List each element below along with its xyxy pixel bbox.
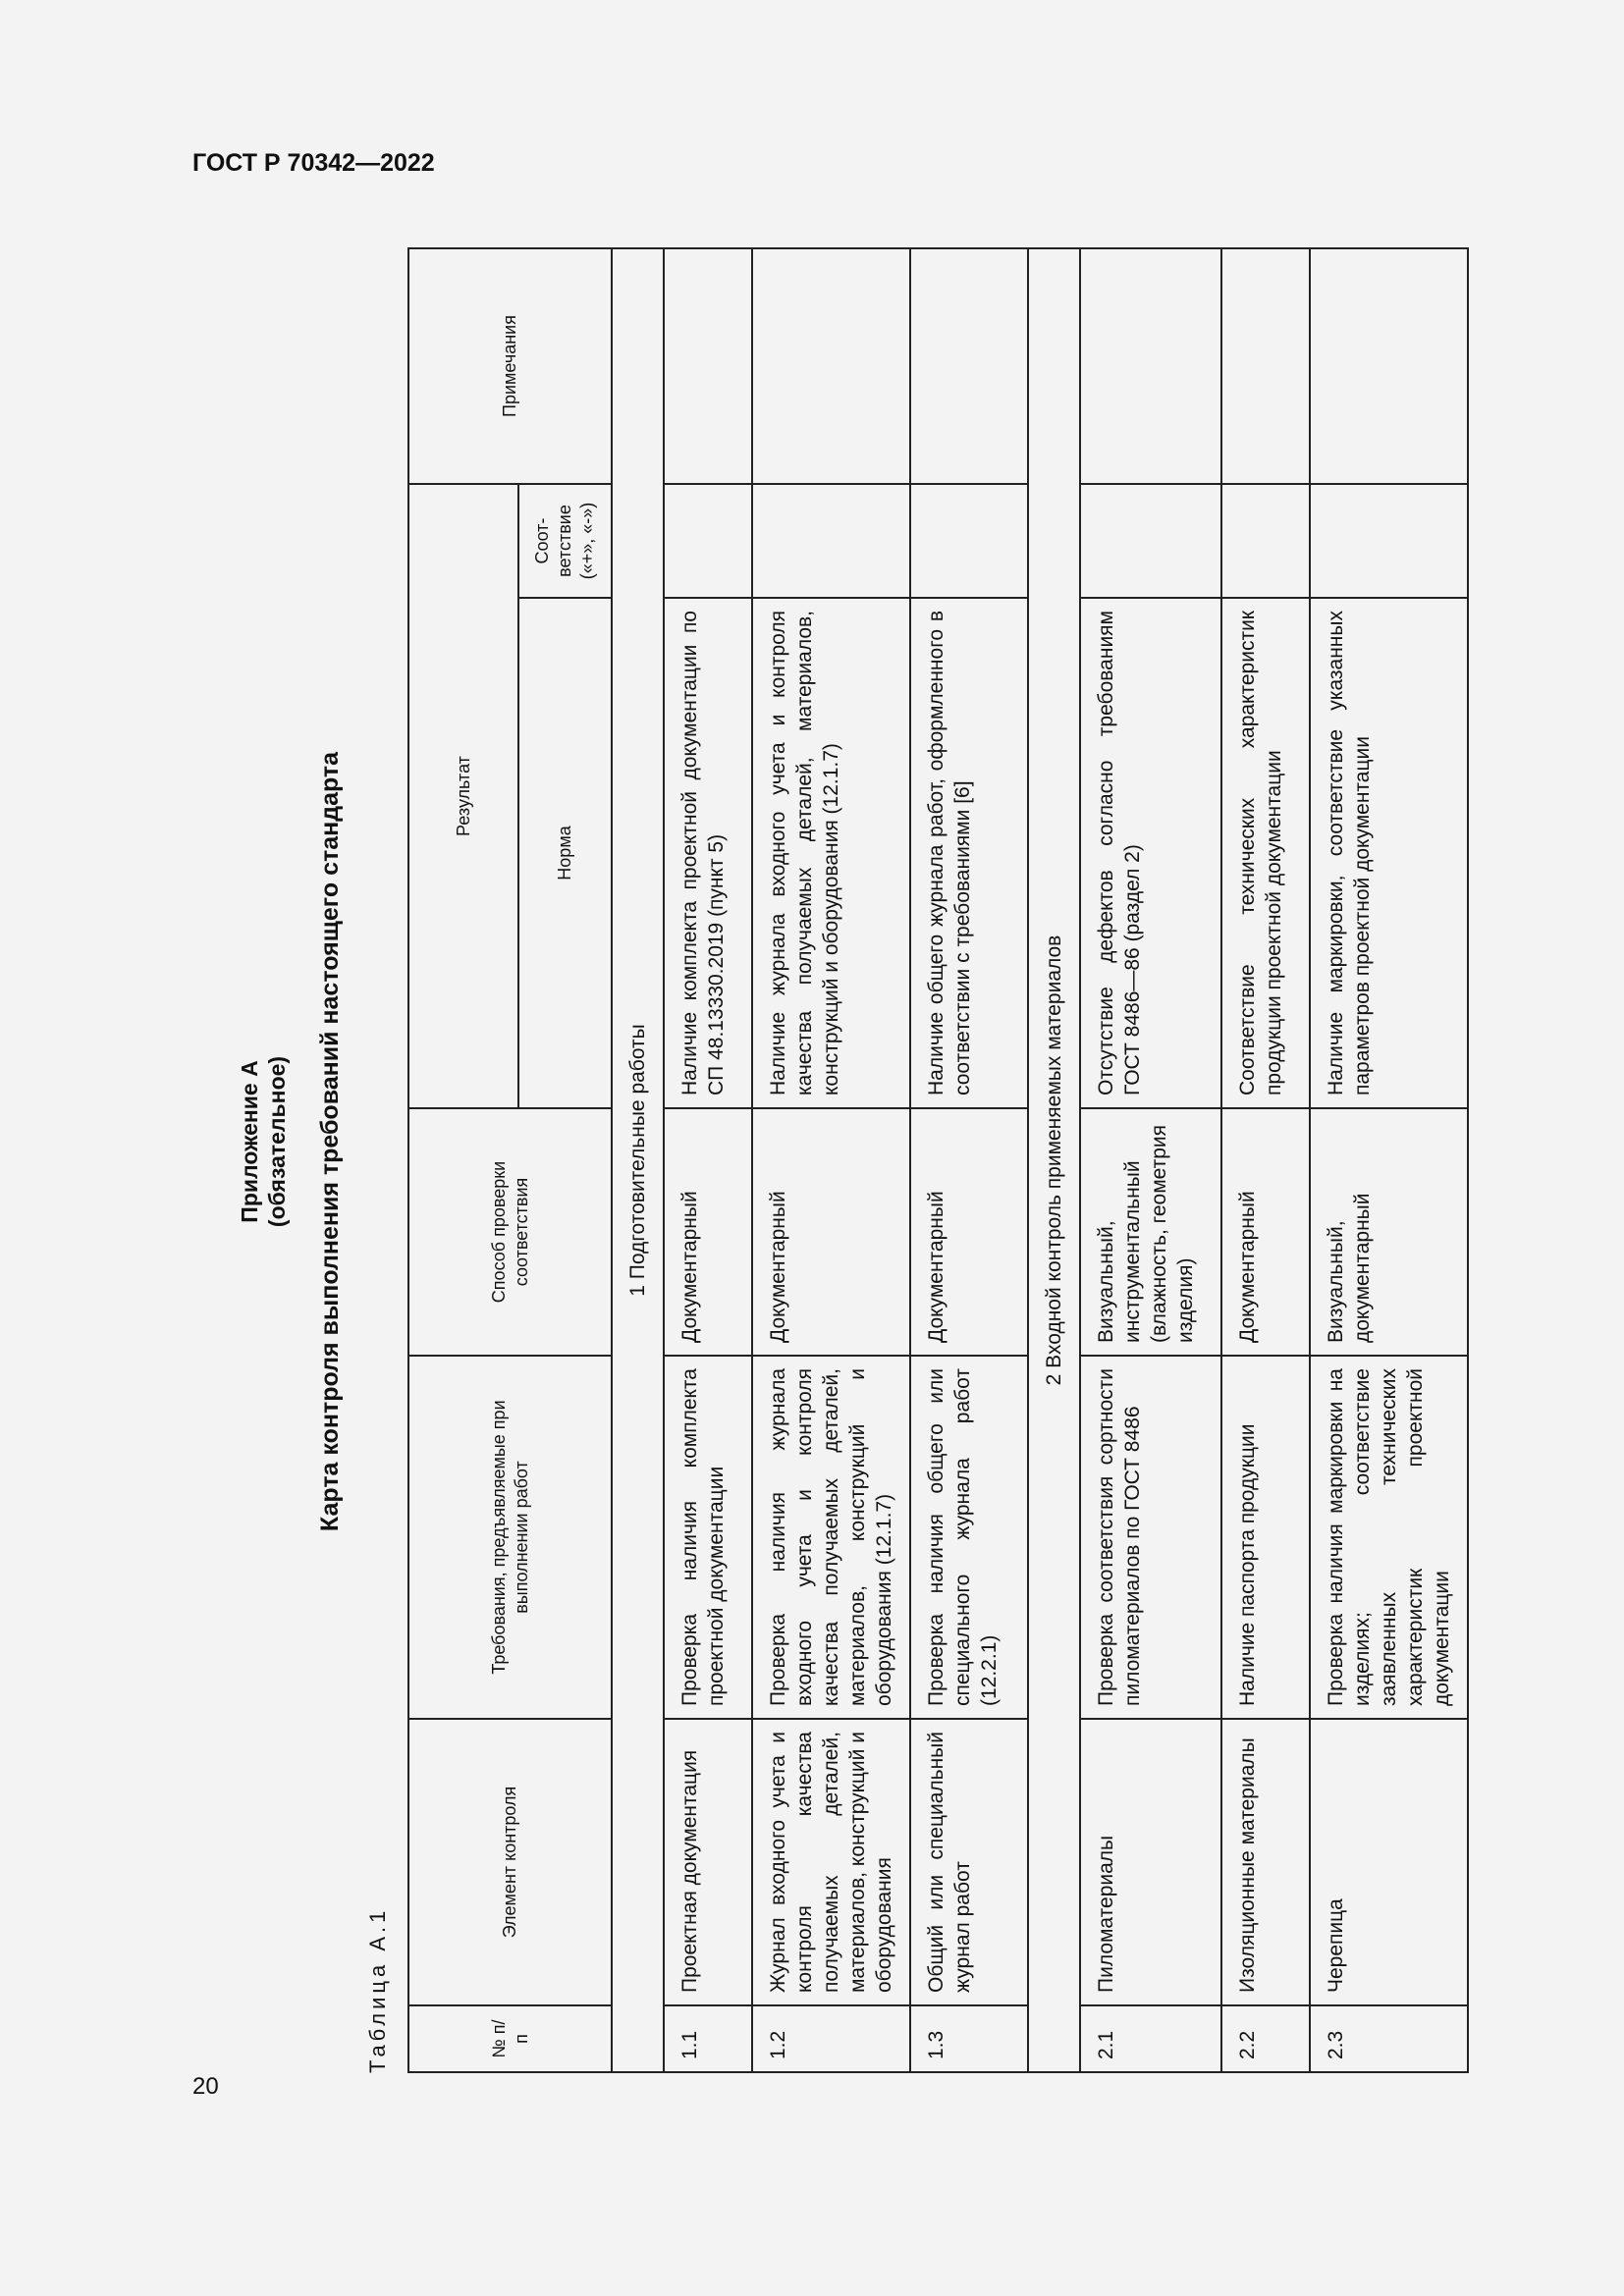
header-result: Результат (408, 484, 518, 1108)
rotated-content (236, 210, 1453, 2073)
row-norm: Наличие общего журнала работ, оформленного в соответствии с требованиями [6] (910, 598, 1028, 1108)
row-requirements: Проверка наличия маркировки на изделиях; соответствие заявленных технических характеристик проектной документации (1310, 1356, 1468, 1719)
document-id: ГОСТ Р 70342—2022 (192, 149, 435, 177)
row-element: Общий или специальный журнал работ (910, 1719, 1028, 2005)
table-row (1080, 248, 1221, 2072)
row-compliance (752, 484, 910, 598)
table-row (664, 248, 752, 2072)
row-num: 2.2 (1221, 2005, 1310, 2072)
table-row (910, 248, 1028, 2072)
row-norm: Отсутствие дефектов согласно требованиям ГОСТ 8486—86 (раздел 2) (1080, 598, 1221, 1108)
row-notes (752, 248, 910, 484)
row-method: Визуальный, документарный (1310, 1108, 1468, 1356)
row-method: Документарный (664, 1108, 752, 1356)
row-compliance (1221, 484, 1310, 598)
table-row (1221, 248, 1310, 2072)
row-notes (664, 248, 752, 484)
row-element: Проектная документация (664, 1719, 752, 2005)
table-row (752, 248, 910, 2072)
control-table (407, 247, 1469, 2073)
row-num: 1.2 (752, 2005, 910, 2072)
row-compliance (1080, 484, 1221, 598)
row-element: Пиломатериалы (1080, 1719, 1221, 2005)
row-method: Документарный (910, 1108, 1028, 1356)
row-method: Документарный (1221, 1108, 1310, 1356)
row-requirements: Проверка наличия журнала входного учета и контроля качества получаемых деталей, материалов, конструкций и оборудования (12.1.7) (752, 1356, 910, 1719)
row-compliance (910, 484, 1028, 598)
row-norm: Соответствие технических характеристик продукции проектной документации (1221, 598, 1310, 1108)
row-element: Черепица (1310, 1719, 1468, 2005)
row-num: 2.3 (1310, 2005, 1468, 2072)
row-notes (1080, 248, 1221, 484)
card-title: Карта контроля выполнения требований настоящего стандарта (316, 751, 344, 1532)
appendix-heading (236, 210, 291, 2073)
row-num: 2.1 (1080, 2005, 1221, 2072)
appendix-title: Приложение А (237, 1060, 262, 1223)
header-norm: Норма (518, 598, 612, 1108)
row-requirements: Проверка соответствия сортности пиломатериалов по ГОСТ 8486 (1080, 1356, 1221, 1719)
appendix-status: (обязательное) (264, 1055, 290, 1228)
row-notes (910, 248, 1028, 484)
page-number: 20 (192, 2073, 219, 2100)
row-num: 1.1 (664, 2005, 752, 2072)
row-notes (1221, 248, 1310, 484)
header-compliance: Соот-ветствие («+», «-») (518, 484, 612, 598)
row-requirements: Наличие паспорта продукции (1221, 1356, 1310, 1719)
row-requirements: Проверка наличия комплекта проектной документации (664, 1356, 752, 1719)
header-element: Элемент контроля (408, 1719, 612, 2005)
row-norm: Наличие комплекта проектной документации по СП 48.13330.2019 (пункт 5) (664, 598, 752, 1108)
section-title: 1 Подготовительные работы (612, 248, 664, 2072)
row-element: Изоляционные материалы (1221, 1719, 1310, 2005)
header-notes: Примечания (408, 248, 612, 484)
header-num: № п/п (408, 2005, 612, 2072)
row-notes (1310, 248, 1468, 484)
row-requirements: Проверка наличия общего или специального журнала работ (12.2.1) (910, 1356, 1028, 1719)
row-norm: Наличие маркировки, соответствие указанных параметров проектной документации (1310, 598, 1468, 1108)
table-row (1310, 248, 1468, 2072)
row-norm: Наличие журнала входного учета и контроля качества получаемых деталей, материалов, конструкций и оборудования (12.1.7) (752, 598, 910, 1108)
row-compliance (664, 484, 752, 598)
header-method: Способ проверки соответствия (408, 1108, 612, 1356)
row-method: Визуальный, инструментальный (влажность, геометрия изделия) (1080, 1108, 1221, 1356)
section-title: 2 Входной контроль применяемых материалов (1028, 248, 1080, 2072)
row-compliance (1310, 484, 1468, 598)
table-label: Таблица А.1 (365, 1906, 390, 2073)
row-method: Документарный (752, 1108, 910, 1356)
header-requirements: Требования, предъявляемые при выполнении работ (408, 1356, 612, 1719)
row-num: 1.3 (910, 2005, 1028, 2072)
row-element: Журнал входного учета и контроля качества получаемых деталей, материалов, конструкций и оборудования (752, 1719, 910, 2005)
